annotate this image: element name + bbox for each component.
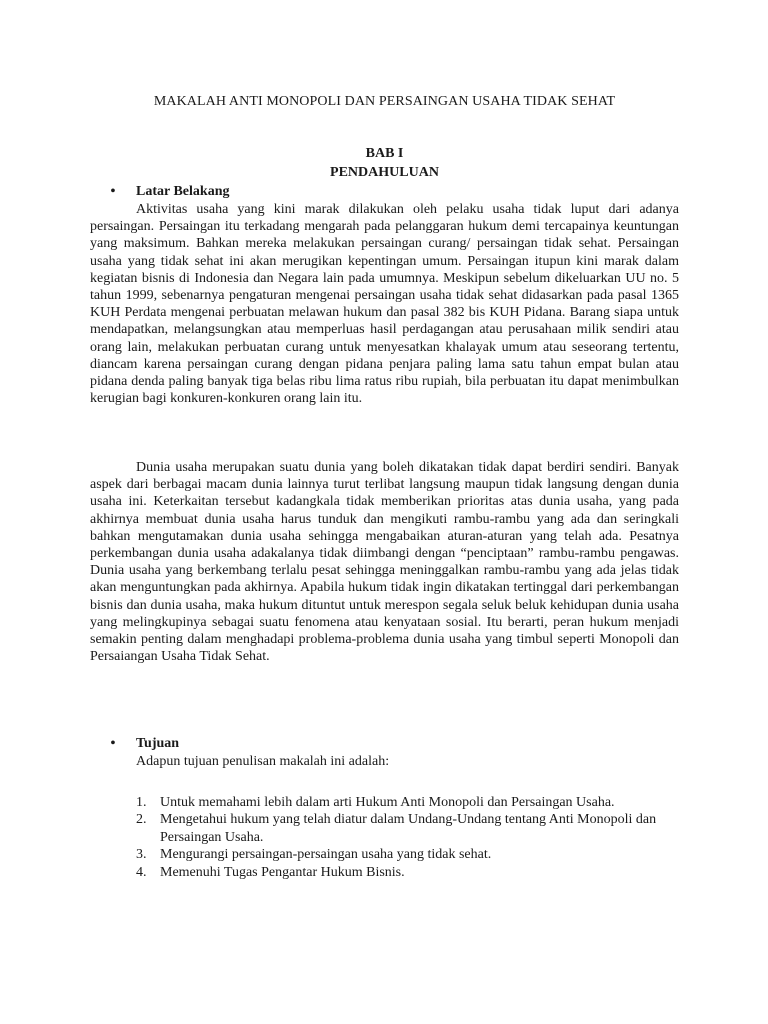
list-item (136, 794, 679, 811)
chapter-title: PENDAHULUAN (330, 165, 439, 180)
document-title: MAKALAH ANTI MONOPOLI DAN PERSAINGAN USAHA TIDAK SEHAT (153, 94, 616, 109)
list-item-text: Untuk memahami lebih dalam arti Hukum Anti Monopoli dan Persaingan Usaha. (160, 795, 615, 810)
list-item-text: Mengurangi persaingan-persaingan usaha yang tidak sehat. (160, 847, 492, 863)
list-item-number: 3. (136, 847, 147, 863)
section-heading-label: Latar Belakang (136, 184, 230, 199)
list-item-number: 1. (136, 795, 147, 810)
section-heading-latar-belakang (90, 183, 229, 201)
list-item-text: Memenuhi Tugas Pengantar Hukum Bisnis. (160, 864, 405, 880)
list-item (136, 864, 679, 881)
list-item-text: Mengetahui hukum yang telah diatur dalam Undang-Undang tentang Anti Monopoli dan Persaingan Usaha. (160, 812, 657, 845)
body-paragraph: Dunia usaha merupakan suatu dunia yang boleh dikatakan tidak dapat berdiri sendiri. Banyak aspek dari berbagai macam dunia lainnya turut terlibat langsung maupun tidak langsung dengan dunia usaha ini. Keterkaitan tersebut kadangkala tidak memberikan prioritas atas dunia usaha, yang pada akhirnya membuat dunia usaha harus tunduk dan mengikuti rambu-rambu yang ada dan seringkali bahkan mengutamakan dunia usaha sehingga mengabaikan aturan-aturan yang telah ada. Pesatnya perkembangan dunia usaha adakalanya tidak diimbangi dengan “penciptaan” rambu-rambu pengawas. Dunia usaha yang berkembang terlalu pesat sehingga meninggalkan rambu-rambu yang ada jelas tidak akan menguntungkan pada akhirnya. Apabila hukum tidak ingin dikatakan tertinggal dari perkembangan bisnis dan dunia usaha, maka hukum dituntut untuk merespon segala seluk beluk kehidupan dunia usaha yang melingkupinya sebagai suatu fenomena atau kenyataan sosial. Itu berarti, peran hukum menjadi semakin penting dalam menghadapi problema-problema dunia usaha yang timbul seperti Monopoli dan Persaiangan Usaha Tidak Sehat. (90, 460, 679, 665)
bullet-icon: • (110, 736, 116, 751)
section-heading-label: Tujuan (136, 736, 180, 751)
list-item (136, 846, 679, 863)
chapter-number: BAB I (365, 146, 404, 161)
list-intro: Adapun tujuan penulisan makalah ini adalah: (136, 754, 390, 769)
list-item-number: 2. (136, 812, 147, 828)
body-paragraph: Aktivitas usaha yang kini marak dilakukan oleh pelaku usaha tidak luput dari adanya persaingan. Persaingan itu terkadang mengarah pada pelanggaran hukum demi tercapainya keuntungan yang maksimum. Bahkan mereka melakukan persaingan curang/ persaingan tidak sehat. Persaingan usaha yang tidak sehat ini akan merugikan kepentingan umum. Persaingan itupun kini marak dalam kegiatan bisnis di Indonesia dan Negara lain pada umumnya. Meskipun sebelum dikeluarkan UU no. 5 tahun 1999, sebenarnya pengaturan mengenai persaingan usaha tidak sehat didasarkan pada pasal 1365 KUH Perdata mengenai perbuatan melawan hukum dan pasal 382 bis KUH Pidana. Barang siapa untuk mendapatkan, melangsungkan atau memperluas hasil perdagangan atau perusahaan milik sendiri atau orang lain, melakukan perbuatan curang untuk menyesatkan khalayak umum atau seseorang tertentu, diancam karena persaingan curang dengan pidana penjara paling lama satu tahun empat bulan atau pidana denda paling banyak tiga belas ribu lima ratus ribu rupiah, bila perbuatan itu dapat menimbulkan kerugian bagi konkuren-konkuren orang lain itu. (90, 202, 679, 407)
goals-list (136, 794, 679, 881)
bullet-icon: • (110, 184, 116, 199)
section-heading-tujuan (90, 735, 179, 753)
list-item (136, 811, 679, 846)
list-item-number: 4. (136, 864, 147, 880)
